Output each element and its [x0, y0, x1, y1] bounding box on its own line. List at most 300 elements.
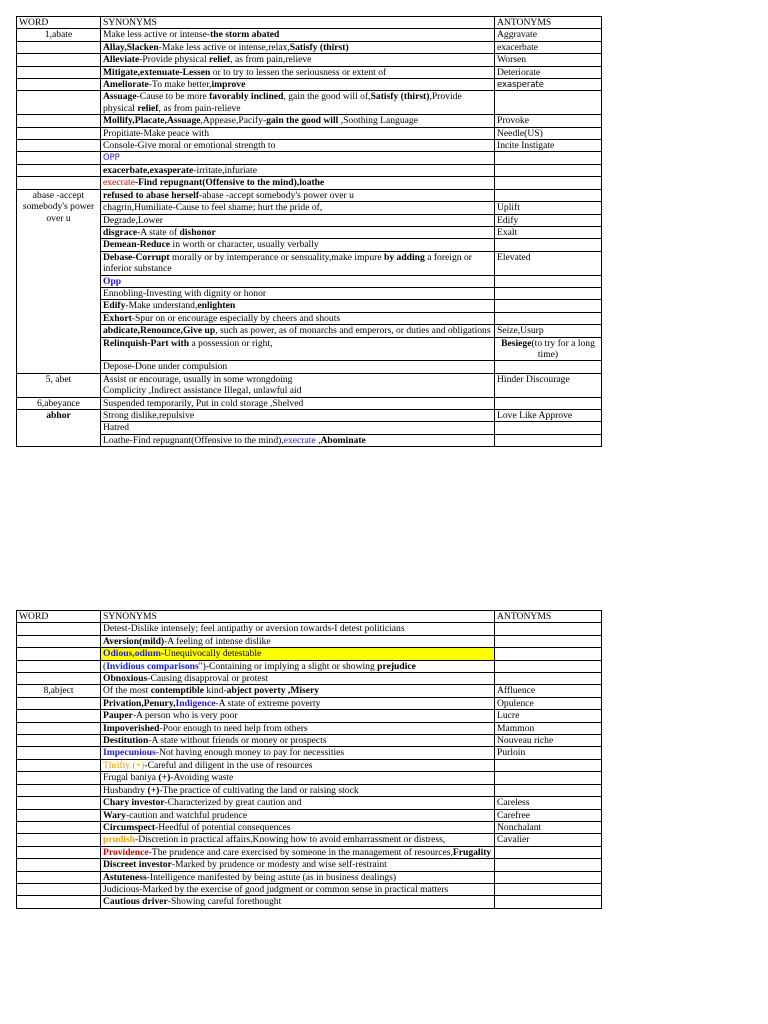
antonym-text: Hinder Discourage: [497, 373, 570, 385]
word-cell: [17, 660, 101, 672]
synonym-text: -A state of extreme poverty: [215, 697, 321, 709]
table-row: [17, 54, 602, 66]
antonym-text: exacerbate: [497, 41, 539, 53]
synonym-cell: [101, 239, 495, 251]
table-row: [17, 660, 602, 672]
word-cell: [17, 722, 101, 734]
antonym-cell: [495, 883, 602, 895]
synonym-cell: [101, 29, 495, 41]
synonym-cell: [101, 772, 495, 784]
table-row: [17, 697, 602, 709]
antonym-cell: [495, 337, 602, 361]
synonym-text: Strong dislike,repulsive: [103, 410, 195, 421]
antonym-cell: [495, 202, 602, 214]
word-cell: [17, 747, 101, 759]
synonym-text: Degrade,Lower: [103, 214, 163, 226]
synonym-text: Indigence: [175, 697, 216, 709]
word-cell: [17, 821, 101, 833]
synonym-text: Frugality: [452, 846, 492, 858]
synonym-cell: [101, 325, 495, 337]
table-row: [17, 300, 602, 312]
synonym-text: Mollify,Placate,Assuage: [103, 115, 201, 127]
synonym-text: abdicate,Renounce,Give up: [103, 325, 216, 337]
antonym-cell: [495, 127, 602, 139]
synonym-text: prejudice: [377, 660, 416, 672]
synonym-text: -Poor enough to need help from others: [159, 722, 308, 734]
synonym-cell: [101, 422, 495, 434]
synonym-cell: [101, 214, 495, 226]
table-row: [17, 685, 602, 697]
table-row: [17, 275, 602, 287]
synonym-text: Alleviate: [103, 54, 140, 66]
synonym-text: Assist or encourage, usually in some wrongdoing: [103, 373, 293, 385]
synonym-cell: [101, 164, 495, 176]
synonym-cell: [101, 735, 495, 747]
synonym-text: Demean-Reduce: [103, 239, 171, 251]
synonym-text: exacerbate,exasperate: [103, 164, 194, 176]
antonym-text: Needle(US): [497, 127, 543, 139]
word-cell: [17, 697, 101, 709]
synonym-text: Ameliorate: [103, 79, 149, 91]
word-cell: [17, 834, 101, 846]
table-row: [17, 809, 602, 821]
antonym-text: Exalt: [497, 226, 518, 238]
table-row: [17, 422, 602, 434]
antonym-cell: [495, 697, 602, 709]
word-cell: [17, 896, 101, 908]
synonym-cell: [101, 759, 495, 771]
table-row: [17, 772, 602, 784]
antonym-text: Affluence: [497, 685, 536, 697]
table-row: [17, 871, 602, 883]
synonym-cell: [101, 275, 495, 287]
table-row: [17, 710, 602, 722]
synonym-text: Privation,Penury,: [103, 697, 176, 709]
antonym-cell: [495, 747, 602, 759]
table-row: [17, 883, 602, 895]
synonym-text: Detest-Dislike intensely; feel antipathy or aversion towards-I detest politicians: [103, 623, 405, 635]
synonym-text: abject poverty ,Misery: [226, 685, 320, 697]
word-cell: [17, 164, 101, 176]
table-row: [17, 784, 602, 796]
antonym-cell: [495, 735, 602, 747]
synonym-cell: [101, 152, 495, 164]
table-row: [17, 251, 602, 275]
synonym-text: Impecunious: [103, 747, 156, 759]
antonym-cell: [495, 79, 602, 91]
antonym-cell: [495, 871, 602, 883]
antonym-cell: [495, 797, 602, 809]
table-row: [17, 202, 602, 214]
table-row: [17, 846, 602, 858]
synonym-text: chagrin,Humiliate-Cause to feel shame; hurt the pride of,: [103, 202, 323, 214]
synonym-cell: [101, 871, 495, 883]
synonym-text: Relinquish-Part with: [103, 337, 190, 349]
synonym-text: the storm abated: [210, 29, 280, 41]
synonym-cell: [101, 189, 495, 201]
antonym-cell: [495, 896, 602, 908]
antonym-text: Careless: [497, 797, 530, 809]
antonym-text: Edify: [497, 214, 519, 226]
synonym-text: Satisfy (thirst): [289, 41, 349, 53]
synonym-text: -caution and watchful prudence: [125, 809, 248, 821]
synonym-cell: [101, 54, 495, 66]
synonym-text: Console-Give moral or emotional strength to: [103, 140, 276, 152]
word-cell: [17, 759, 101, 771]
table-row: [17, 635, 602, 647]
synonym-text: Frugal baniya: [103, 772, 159, 784]
antonym-cell: [495, 115, 602, 127]
antonym-text: Worsen: [497, 54, 527, 66]
antonym-cell: [495, 623, 602, 635]
synonym-text: Edify: [103, 300, 126, 312]
synonym-cell: [101, 859, 495, 871]
word-cell: abase -accept somebody's power over u: [17, 189, 101, 373]
synonym-text: Depose-Done under compulsion: [103, 361, 228, 373]
antonym-cell: [495, 275, 602, 287]
column-header-word: WORD: [17, 611, 101, 623]
antonym-cell: [495, 140, 602, 152]
synonym-text: Discreet investor: [103, 859, 172, 871]
table-row: [17, 140, 602, 152]
word-cell: [17, 140, 101, 152]
table-row: [17, 373, 602, 397]
table-row: [17, 759, 602, 771]
synonym-text: gain the good will: [266, 115, 339, 127]
table-row: [17, 337, 602, 361]
synonym-text: Husbandry: [103, 784, 148, 796]
synonym-text: -Make less active or intense,relax,: [158, 41, 290, 53]
column-header-word: WORD: [17, 17, 101, 29]
synonym-cell: [101, 79, 495, 91]
word-cell: [17, 79, 101, 91]
table-row: [17, 152, 602, 164]
synonym-text: Astuteness: [103, 871, 147, 883]
synonym-cell: [101, 177, 495, 189]
antonym-text: Carefree: [497, 809, 531, 821]
synonym-cell: [101, 202, 495, 214]
word-cell: [17, 673, 101, 685]
synonym-text: refused to abase herself: [103, 189, 200, 201]
synonym-cell: [101, 797, 495, 809]
table-row: [17, 127, 602, 139]
synonym-text: Cautious driver: [103, 896, 168, 908]
synonym-text: ,: [315, 434, 321, 446]
synonym-text: -Not having enough money to pay for necessities: [155, 747, 345, 759]
synonym-text: -Careful and diligent in the use of resources: [144, 759, 313, 771]
synonym-text: Hatred: [103, 422, 130, 434]
table-row: [17, 115, 602, 127]
antonym-text: Aggravate: [497, 29, 537, 41]
synonym-text: ")-Containing or implying a slight or showing: [198, 660, 378, 672]
antonym-cell: [495, 660, 602, 672]
antonym-cell: [495, 809, 602, 821]
antonym-cell: [495, 673, 602, 685]
synonym-text: ,Soothing Language: [338, 115, 418, 127]
synonym-text: (: [103, 660, 107, 672]
table-row: [17, 821, 602, 833]
synonym-cell: [101, 809, 495, 821]
antonym-cell: [495, 361, 602, 373]
vocabulary-table-2: [16, 610, 602, 909]
synonym-text: -Avoiding waste: [170, 772, 234, 784]
table-row: [17, 747, 602, 759]
word-cell: [17, 152, 101, 164]
synonym-text: Complicity ,Indirect assistance Illegal, unlawful aid: [103, 385, 302, 397]
column-header-synonyms: SYNONYMS: [101, 17, 495, 29]
antonym-cell: [495, 846, 602, 858]
table-row: [17, 361, 602, 373]
word-cell: [17, 115, 101, 127]
synonym-cell: [101, 648, 495, 660]
synonym-text: Allay,Slacken: [103, 41, 159, 53]
word-cell: [17, 871, 101, 883]
synonym-text: -The prudence and care exercised by someone in the management of resources,: [148, 846, 453, 858]
word-cell: [17, 54, 101, 66]
synonym-cell: [101, 635, 495, 647]
synonym-text: execrate: [283, 434, 316, 446]
synonym-text: -Characterized by great caution and: [164, 797, 302, 809]
synonym-text: relief: [209, 54, 231, 66]
synonym-text: Abominate: [320, 434, 366, 446]
header-row: [17, 17, 602, 29]
table-row: [17, 239, 602, 251]
synonym-text: -irritate,infuriate: [193, 164, 257, 176]
synonym-cell: [101, 66, 495, 78]
synonym-text: -A person who is very poor: [132, 710, 238, 722]
synonym-text: Satisfy (thirst): [370, 91, 430, 103]
synonym-cell: [101, 896, 495, 908]
antonym-cell: [495, 54, 602, 66]
synonym-text: enlighten: [197, 300, 236, 312]
antonym-cell: [495, 434, 602, 446]
antonym-text: Besiege: [501, 337, 532, 349]
antonym-text: (to try for a long time): [531, 337, 595, 360]
synonym-cell: [101, 312, 495, 324]
synonym-cell: [101, 673, 495, 685]
synonym-text: -Cause to be more: [136, 91, 210, 103]
synonym-cell: [101, 373, 495, 397]
synonym-text: Loathe-Find repugnant(Offensive to the mind),: [103, 434, 284, 446]
synonym-text: -Marked by prudence or modesty and wise self-restraint: [171, 859, 387, 871]
synonym-cell: [101, 784, 495, 796]
synonym-text: in worth or character, usually verbally: [170, 239, 319, 251]
synonym-cell: [101, 697, 495, 709]
word-cell: [17, 883, 101, 895]
word-cell: [17, 41, 101, 53]
table-row: [17, 79, 602, 91]
synonym-text: Odious,odium: [103, 648, 161, 660]
synonym-text: -Provide physical: [139, 54, 210, 66]
synonym-text: (+): [158, 772, 171, 784]
antonym-text: exasperate: [497, 79, 544, 90]
antonym-cell: [495, 214, 602, 226]
synonym-cell: [101, 846, 495, 858]
header-row: [17, 611, 602, 623]
synonym-text: dishonor: [179, 226, 216, 238]
column-header-synonyms: SYNONYMS: [101, 611, 495, 623]
word-cell: [17, 127, 101, 139]
synonym-text: execrate: [103, 177, 135, 189]
antonym-cell: [495, 41, 602, 53]
synonym-cell: [101, 710, 495, 722]
word-cell: [17, 648, 101, 660]
word-cell: abhor: [17, 410, 101, 447]
antonym-cell: [495, 29, 602, 41]
word-cell: [17, 784, 101, 796]
table-row: [17, 896, 602, 908]
synonym-text: Thrifty (+): [103, 759, 145, 771]
word-cell: 1,abate: [17, 29, 101, 41]
synonym-text: -Unequivocally detestable: [160, 648, 262, 660]
synonym-text: Of the most: [103, 685, 151, 697]
synonym-text: Impoverished: [103, 722, 160, 734]
antonym-text: Opulence: [497, 697, 534, 709]
antonym-cell: [495, 859, 602, 871]
synonym-text: Invidious comparisons: [106, 660, 199, 672]
table-row: [17, 434, 602, 446]
synonym-text: -Spur on or encourage especially by cheers and shouts: [131, 312, 341, 324]
word-cell: [17, 859, 101, 871]
synonym-text: Circumspect: [103, 821, 156, 833]
antonym-text: Mammon: [497, 722, 535, 734]
antonym-cell: [495, 164, 602, 176]
table-row: [17, 834, 602, 846]
antonym-cell: [495, 152, 602, 164]
synonym-text: Suspended temporarily, Put in cold storage ,Shelved: [103, 397, 304, 409]
synonym-cell: [101, 91, 495, 115]
antonym-cell: [495, 648, 602, 660]
table-row: [17, 312, 602, 324]
antonym-cell: [495, 251, 602, 275]
table-row: [17, 29, 602, 41]
synonym-text: Opp: [103, 275, 122, 287]
synonym-cell: [101, 747, 495, 759]
table-row: [17, 214, 602, 226]
synonym-text: OPP: [103, 152, 120, 163]
synonym-cell: [101, 883, 495, 895]
synonym-text: -Make understand,: [125, 300, 198, 312]
antonym-cell: [495, 710, 602, 722]
synonym-text: a foreign or inferior substance: [103, 251, 472, 275]
antonym-text: Nonchalant: [497, 821, 542, 833]
synonym-text: prudish: [103, 834, 135, 846]
synonym-text: -A feeling of intense dislike: [164, 635, 271, 647]
antonym-cell: [495, 397, 602, 409]
synonym-text: morally or by intemperance or sensuality,make impure: [169, 251, 384, 263]
synonym-cell: [101, 685, 495, 697]
synonym-text: , as from pain,relieve: [230, 54, 312, 66]
synonym-text: -Discretion in practical affairs,Knowing how to avoid embarrassment or distress,: [135, 834, 446, 846]
synonym-text: Assuage: [103, 91, 137, 103]
synonym-cell: [101, 226, 495, 238]
antonym-cell: [495, 759, 602, 771]
synonym-text: Pauper: [103, 710, 133, 722]
synonym-text: a possession or right,: [189, 337, 273, 349]
antonym-text: Provoke: [497, 115, 529, 127]
table-row: [17, 66, 602, 78]
word-cell: [17, 91, 101, 115]
word-cell: [17, 797, 101, 809]
synonym-cell: [101, 287, 495, 299]
antonym-cell: [495, 312, 602, 324]
antonym-cell: [495, 287, 602, 299]
table-row: [17, 164, 602, 176]
synonym-text: Chary investor: [103, 797, 165, 809]
table-row: [17, 673, 602, 685]
synonym-text: , such as power, as of monarchs and emperors, or duties and obligations: [215, 325, 491, 337]
synonym-cell: [101, 623, 495, 635]
table-row: [17, 287, 602, 299]
antonym-text: Uplift: [497, 202, 520, 214]
table-row: [17, 91, 602, 115]
synonym-text: Aversion(mild): [103, 635, 165, 647]
synonym-text: relief: [137, 102, 159, 114]
antonym-text: Love Like Approve: [497, 410, 573, 421]
table-row: [17, 397, 602, 409]
synonym-cell: [101, 434, 495, 446]
synonym-text: ,Provide physical: [103, 91, 462, 114]
word-cell: [17, 846, 101, 858]
synonym-text: Providence: [103, 846, 149, 858]
word-cell: [17, 772, 101, 784]
antonym-text: Deteriorate: [497, 66, 541, 78]
synonym-text: -Heedful of potential consequences: [155, 821, 291, 833]
synonym-cell: [101, 821, 495, 833]
synonym-text: by adding: [384, 251, 425, 263]
synonym-text: improve: [211, 79, 246, 91]
antonym-cell: [495, 300, 602, 312]
word-cell: [17, 623, 101, 635]
table-row: [17, 623, 602, 635]
antonym-cell: [495, 722, 602, 734]
antonym-cell: [495, 635, 602, 647]
synonym-text: Wary: [103, 809, 126, 821]
word-cell: [17, 177, 101, 189]
synonym-cell: [101, 127, 495, 139]
synonym-text: -To make better,: [148, 79, 212, 91]
synonym-cell: [101, 337, 495, 361]
synonym-cell: [101, 834, 495, 846]
antonym-cell: [495, 177, 602, 189]
word-cell: 8,abject: [17, 685, 101, 697]
antonym-cell: [495, 239, 602, 251]
table-row: [17, 410, 602, 422]
word-cell: 6,abeyance: [17, 397, 101, 409]
synonym-text: Ennobling-Investing with dignity or honor: [103, 287, 267, 299]
antonym-cell: [495, 373, 602, 397]
word-cell: 5, abet: [17, 373, 101, 397]
synonym-cell: [101, 397, 495, 409]
word-cell: [17, 710, 101, 722]
synonym-text: ,Appease,Pacify-: [200, 115, 267, 127]
synonym-cell: [101, 115, 495, 127]
synonym-cell: [101, 410, 495, 422]
synonym-text: -A state of: [137, 226, 180, 238]
table-row: [17, 177, 602, 189]
antonym-cell: [495, 410, 602, 422]
table-row: [17, 859, 602, 871]
table-row: [17, 41, 602, 53]
synonym-text: disgrace: [103, 226, 138, 238]
word-cell: [17, 635, 101, 647]
synonym-text: Debase-Corrupt: [103, 251, 170, 263]
antonym-cell: [495, 66, 602, 78]
word-cell: [17, 66, 101, 78]
table-row: [17, 735, 602, 747]
antonym-text: Incite Instigate: [497, 140, 555, 152]
table-row: [17, 722, 602, 734]
